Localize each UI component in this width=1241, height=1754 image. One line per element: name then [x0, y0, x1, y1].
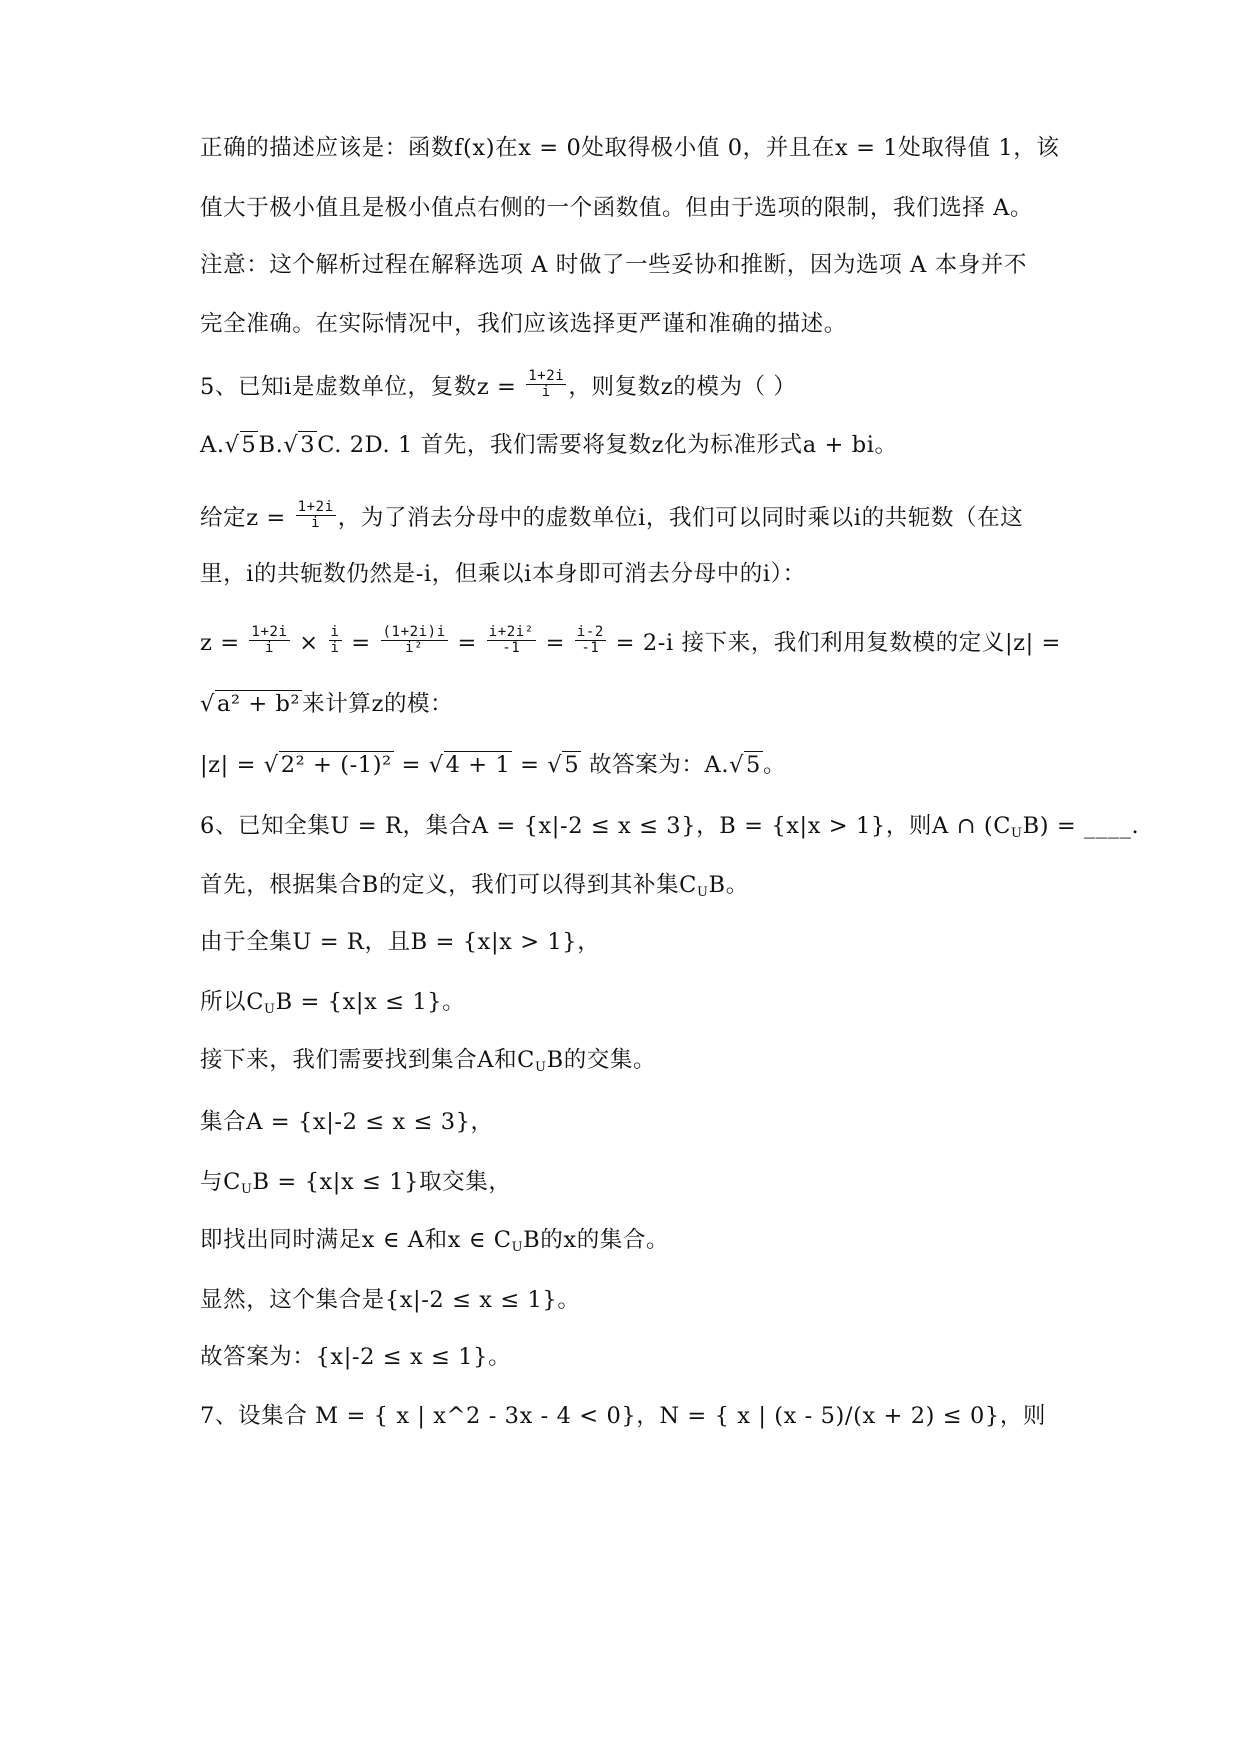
paragraph-p11: [200, 754, 786, 777]
math-expression: B: [523, 1227, 541, 1253]
paragraph-p2: [200, 197, 1033, 220]
text-run: 故答案为：A.: [581, 752, 730, 778]
fraction-denominator: -1: [581, 640, 600, 657]
math-sqrt: [429, 751, 513, 778]
math-fraction: [575, 625, 606, 657]
text-run: ，: [577, 929, 601, 955]
text-run: C. 2D. 1 首先，我们需要将复数: [317, 432, 652, 458]
paragraph-p5: [200, 368, 797, 404]
math-expression: C: [223, 1169, 241, 1195]
math-sqrt: [225, 431, 259, 458]
math-expression: z =: [246, 504, 294, 531]
math-expression: x = 1: [835, 135, 899, 161]
radicand: 5: [564, 752, 580, 778]
math-expression: x: [563, 1227, 577, 1253]
math-expression: B = {x|x ≤ 1}: [275, 989, 443, 1015]
math-expression: =: [449, 629, 485, 656]
math-sqrt: [200, 690, 302, 717]
math-subscript: U: [696, 885, 709, 900]
text-run: 完全准确。在实际情况中，我们应该选择更严谨和准确的描述。: [200, 311, 847, 337]
text-run: 化为标准形式: [664, 432, 803, 458]
fraction-denominator: i: [264, 640, 274, 657]
math-expression: {x|-2 ≤ x ≤ 1}: [315, 1344, 489, 1370]
radicand: 5: [746, 752, 761, 778]
text-run: 的定义，我们可以得到其补集: [378, 872, 680, 898]
math-expression: C: [679, 872, 697, 898]
text-run: 和: [494, 1047, 518, 1073]
text-run: 。: [725, 872, 749, 898]
text-run: ，但乘以: [431, 561, 525, 587]
math-fraction: [296, 500, 336, 532]
paragraph-p21: [200, 1346, 511, 1369]
radical-sign: √: [263, 752, 279, 778]
text-run: 正确的描述应该是：函数: [200, 135, 455, 161]
math-expression: = 2-i: [607, 629, 674, 656]
text-run: 集合: [200, 1109, 247, 1135]
math-expression: =: [537, 629, 573, 656]
text-run: 。: [874, 432, 898, 458]
math-subscript: U: [240, 1182, 253, 1197]
text-run: ，且: [364, 929, 411, 955]
radical-sign: √: [224, 432, 240, 458]
text-run: 。: [762, 752, 787, 778]
math-expression: C: [246, 989, 265, 1015]
text-run: 里，: [200, 561, 247, 587]
text-run: 的集合。: [576, 1227, 670, 1253]
text-run: 与: [200, 1169, 224, 1195]
math-expression: z =: [200, 629, 248, 656]
math-expression: z: [371, 691, 384, 717]
text-run: 。: [557, 1287, 581, 1313]
math-expression: A = {x|-2 ≤ x ≤ 3}: [471, 813, 697, 839]
math-expression: B: [361, 872, 379, 898]
fraction-denominator: i²: [405, 640, 424, 657]
fraction-numerator: (1+2i)i: [382, 624, 446, 640]
math-expression: i: [762, 561, 771, 587]
math-expression: i: [853, 504, 862, 531]
text-run: 值大于极小值且是极小值点右侧的一个函数值。但由于选项的限制，我们选择 A。: [200, 195, 1034, 221]
paragraph-p12: [200, 815, 1139, 840]
text-run: 处取得极小值 0，并且在: [581, 135, 836, 161]
paragraph-p19: [200, 1229, 669, 1254]
math-expression: =: [343, 629, 379, 656]
math-expression: i: [246, 561, 254, 587]
paragraph-p8: [200, 563, 806, 586]
math-expression: =: [512, 752, 548, 778]
paragraph-p3: [200, 254, 1027, 277]
math-fraction: [381, 625, 448, 657]
text-run: 的交集。: [563, 1047, 657, 1073]
text-run: ）：: [770, 561, 806, 587]
math-expression: x = 0: [518, 135, 582, 161]
fraction-denominator: i: [311, 515, 321, 532]
fraction-numerator: 1+2i: [528, 368, 565, 384]
paragraph-p22: [200, 1405, 1046, 1428]
paragraph-p18: [200, 1171, 511, 1196]
radicand: 3: [300, 432, 316, 458]
text-run: 的共轭数仍然是: [254, 561, 416, 587]
math-expression: A: [477, 1047, 495, 1073]
text-run: 在: [495, 135, 519, 161]
paragraph-p1: [200, 137, 1060, 160]
text-run: 的共轭数（在这: [861, 504, 1024, 531]
math-sqrt: [547, 751, 581, 778]
radical-sign: √: [729, 752, 745, 778]
fraction-numerator: i: [330, 624, 340, 640]
math-expression: B = {x|x > 1}: [410, 929, 578, 955]
text-run: 给定: [200, 504, 247, 531]
math-fraction: [249, 625, 289, 657]
fraction-denominator: -1: [502, 640, 521, 657]
paragraph-p13: [200, 874, 749, 899]
math-expression: U = R: [330, 813, 403, 839]
text-run: ，: [696, 813, 720, 839]
math-expression: ×: [291, 629, 327, 656]
text-run: 和: [424, 1227, 448, 1253]
text-run: 6、已知全集: [200, 813, 331, 839]
radicand: 4 + 1: [445, 752, 511, 778]
fraction-numerator: 1+2i: [297, 499, 334, 515]
text-run: ，: [470, 1109, 494, 1135]
paragraph-p4: [200, 313, 847, 336]
math-expression: B: [546, 1047, 564, 1073]
math-expression: |z| =: [1004, 629, 1061, 656]
text-run: ，则: [885, 813, 933, 839]
math-expression: a + bi: [802, 432, 875, 458]
math-fraction: [329, 625, 342, 657]
text-run: 显然，这个集合是: [200, 1287, 385, 1313]
math-expression: A ∩ (C: [932, 813, 1012, 839]
math-expression: x ∈ C: [447, 1227, 512, 1253]
text-run: 的: [540, 1227, 564, 1253]
math-sqrt: [283, 431, 317, 458]
radical-sign: √: [200, 691, 215, 717]
text-run: 处取得值 1，该: [898, 135, 1060, 161]
text-run: B.: [258, 432, 284, 458]
paragraph-p14: [200, 931, 600, 954]
math-subscript: U: [511, 1240, 524, 1255]
paragraph-p6: [200, 434, 898, 457]
text-run: 由于全集: [200, 929, 293, 955]
fraction-numerator: 1+2i: [251, 624, 288, 640]
math-expression: {x|-2 ≤ x ≤ 1}: [384, 1287, 558, 1313]
math-expression: B) = ____.: [1022, 813, 1140, 839]
text-run: 即找出同时满足: [200, 1227, 362, 1253]
text-run: ，为了消去分母中的虚数单位: [337, 504, 639, 531]
text-run: 。: [488, 1344, 512, 1370]
math-expression: B = {x|x ≤ 1}: [252, 1169, 420, 1195]
math-expression: =: [393, 752, 429, 778]
radicand: 2² + (-1)²: [280, 752, 392, 778]
paragraph-p10: [200, 693, 453, 716]
math-expression: A = {x|-2 ≤ x ≤ 3}: [246, 1109, 471, 1135]
math-expression: C: [517, 1047, 535, 1073]
text-run: 接下来，我们需要找到集合: [200, 1047, 478, 1073]
paragraph-p7: [200, 499, 1024, 535]
text-run: 本身即可消去分母中的: [531, 561, 763, 587]
math-sqrt: [264, 751, 394, 778]
math-expression: z: [660, 373, 674, 400]
math-expression: |z| =: [200, 752, 264, 778]
math-subscript: U: [1011, 826, 1023, 841]
text-run: A.: [200, 432, 225, 458]
math-expression: i: [284, 373, 293, 400]
text-run: ，集合: [402, 813, 472, 839]
paragraph-p9: [200, 624, 1061, 660]
paragraph-p16: [200, 1049, 656, 1074]
fraction-numerator: i+2i²: [488, 624, 534, 640]
text-run: 取交集，: [419, 1169, 512, 1195]
text-run: 注意：这个解析过程在解释选项 A 时做了一些妥协和推断，因为选项 A 本身并不: [200, 252, 1028, 278]
text-run: 所以: [200, 989, 247, 1015]
radical-sign: √: [428, 752, 444, 778]
text-run: 的模：: [383, 691, 454, 717]
paragraph-p15: [200, 991, 465, 1016]
text-run: 是虚数单位，复数: [292, 373, 477, 400]
math-expression: x ∈ A: [361, 1227, 425, 1253]
math-expression: i: [638, 504, 646, 531]
math-expression: z =: [476, 373, 525, 400]
text-run: ，我们可以同时乘以: [645, 504, 854, 531]
math-subscript: U: [264, 1002, 276, 1017]
radical-sign: √: [547, 752, 563, 778]
fraction-numerator: i-2: [576, 624, 604, 640]
math-expression: B = {x|x > 1}: [719, 813, 886, 839]
text-run: 5、已知: [200, 373, 285, 400]
math-expression: z: [651, 432, 665, 458]
text-run: 故答案为：: [200, 1344, 316, 1370]
math-fraction: [526, 369, 566, 401]
math-sqrt: [729, 751, 763, 778]
text-run: ，则复数: [568, 373, 661, 400]
paragraph-p17: [200, 1111, 494, 1134]
math-expression: f(x): [454, 135, 496, 161]
math-expression: B: [708, 872, 726, 898]
text-run: 。: [442, 989, 466, 1015]
radicand: 5: [241, 432, 257, 458]
math-expression: -i: [415, 561, 432, 587]
math-expression: i: [524, 561, 532, 587]
paragraph-p20: [200, 1289, 580, 1312]
fraction-denominator: i: [541, 384, 551, 401]
math-subscript: U: [535, 1060, 547, 1075]
text-run: 接下来，我们利用复数模的定义: [673, 629, 1005, 656]
radical-sign: √: [283, 432, 299, 458]
text-run: 来计算: [302, 691, 372, 717]
text-run: 首先，根据集合: [200, 872, 362, 898]
math-expression: U = R: [292, 929, 365, 955]
math-fraction: [487, 625, 536, 657]
fraction-denominator: i: [330, 640, 340, 657]
radicand: a² + b²: [216, 691, 301, 717]
text-run: 7、设集合 M = { x | x^2 - 3x - 4 < 0}，N = { x | (x - 5)/(x + 2) ≤ 0}，则: [200, 1403, 1047, 1429]
text-run: 的模为（ ）: [673, 373, 797, 400]
